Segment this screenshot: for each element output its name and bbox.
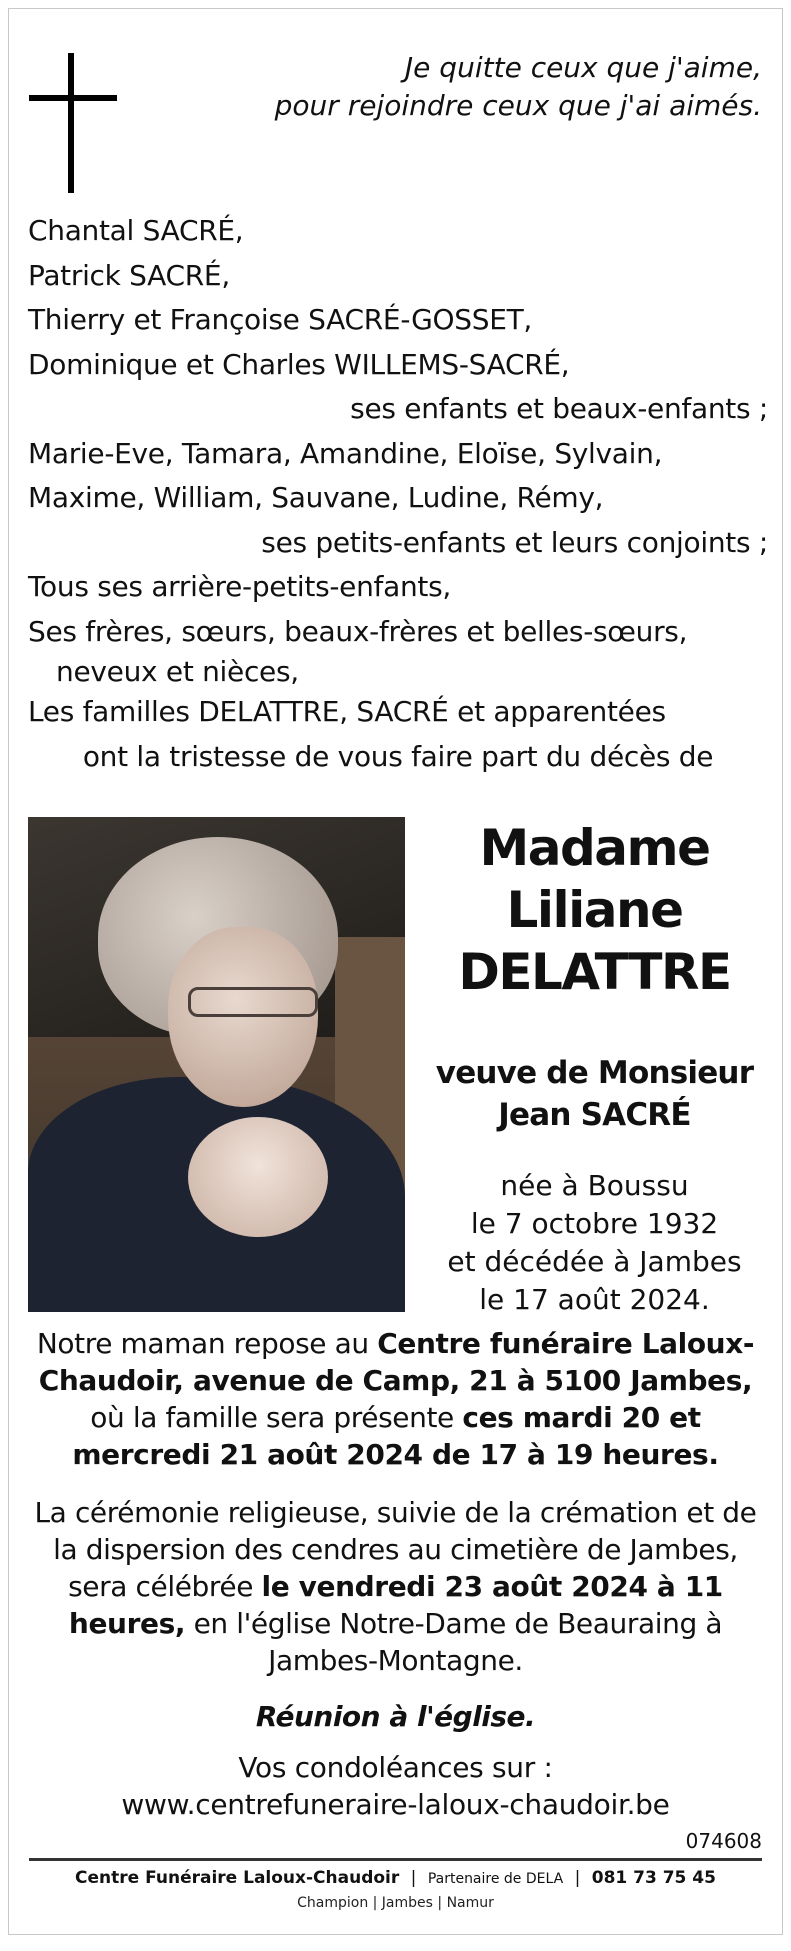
family-line: ont la tristesse de vous faire part du décès de (82, 739, 714, 773)
deceased-last-name: DELATTRE (458, 943, 731, 1001)
ceremony-paragraph (29, 1494, 762, 1679)
died-place: et décédée à Jambes (447, 1245, 742, 1278)
deceased-name (405, 817, 784, 1003)
visitation-hours: ces mardi 20 et mercredi 21 août 2024 de 17 à 19 heures. (72, 1401, 719, 1471)
footer: Centre Funéraire Laloux-Chaudoir | Partenaire de DELA | 081 73 75 45 Champion | Jambes | Namur (9, 1866, 782, 1915)
ceremony-date: le vendredi 23 août 2024 à 11 heures, (68, 1570, 723, 1640)
quote-line: pour rejoindre ceux que j'ai aimés. (274, 89, 762, 122)
family-line: Chantal SACRÉ, (28, 214, 244, 247)
deceased-first-name: Liliane (506, 881, 683, 939)
ceremony-text: La cérémonie religieuse, suivie de la crémation et de la dispersion des cendres au cimetière de Jambes, sera célébrée (34, 1496, 757, 1603)
family-line: Les familles DELATTRE, SACRÉ et apparentées (28, 695, 666, 728)
family-line: ses enfants et beaux-enfants ; (350, 392, 768, 425)
born-place: née à Boussu (500, 1169, 689, 1202)
family-line: Dominique et Charles WILLEMS-SACRÉ, (28, 347, 570, 381)
family-line: neveux et nièces, (56, 655, 299, 688)
family-list (28, 209, 768, 779)
family-line: Tous ses arrière-petits-enfants, (28, 570, 451, 603)
family-line: Ses frères, sœurs, beaux-frères et belles-sœurs, (28, 614, 688, 648)
widow-line: Jean SACRÉ (498, 1097, 691, 1133)
visitation-text: où la famille sera présente (90, 1401, 463, 1434)
reference-number: 074608 (685, 1829, 762, 1853)
life-dates (405, 1167, 784, 1319)
deceased-title: Madame (479, 819, 710, 877)
partner-label: Partenaire de DELA (427, 1871, 564, 1887)
footer-locations: Champion | Jambes | Namur (297, 1895, 494, 1911)
visitation-paragraph (29, 1325, 762, 1473)
widow-line: veuve de Monsieur (435, 1055, 754, 1091)
family-line: Marie-Eve, Tamara, Amandine, Eloïse, Sylvain, (28, 436, 663, 470)
deceased-portrait (28, 817, 405, 1312)
died-date: le 17 août 2024. (479, 1283, 710, 1316)
ceremony-text: en l'église Notre-Dame de Beauraing à Jambes-Montagne. (185, 1607, 723, 1677)
condolences (29, 1749, 762, 1823)
cross-icon (29, 53, 117, 193)
phone-number[interactable]: 081 73 75 45 (591, 1868, 716, 1888)
obituary-notice (8, 8, 783, 1935)
epitaph-quote (275, 49, 762, 125)
family-line: ses petits-enfants et leurs conjoints ; (261, 525, 768, 559)
reunion-note: Réunion à l'église. (255, 1700, 536, 1733)
family-line: Patrick SACRÉ, (28, 258, 230, 292)
footer-divider (29, 1858, 762, 1861)
visitation-text: Notre maman repose au (36, 1327, 378, 1360)
condolences-link[interactable]: www.centrefuneraire-laloux-chaudoir.be (121, 1788, 670, 1821)
widow-of (405, 1052, 784, 1136)
condolences-label: Vos condoléances sur : (238, 1751, 553, 1784)
quote-line: Je quitte ceux que j'aime, (404, 51, 762, 84)
family-line: Maxime, William, Sauvane, Ludine, Rémy, (28, 481, 604, 514)
company-name: Centre Funéraire Laloux-Chaudoir (75, 1868, 400, 1888)
born-date: le 7 octobre 1932 (470, 1207, 719, 1240)
visitation-location: Centre funéraire Laloux-Chaudoir, avenue de Camp, 21 à 5100 Jambes, (38, 1327, 755, 1397)
family-line: Thierry et Françoise SACRÉ-GOSSET, (28, 303, 533, 336)
